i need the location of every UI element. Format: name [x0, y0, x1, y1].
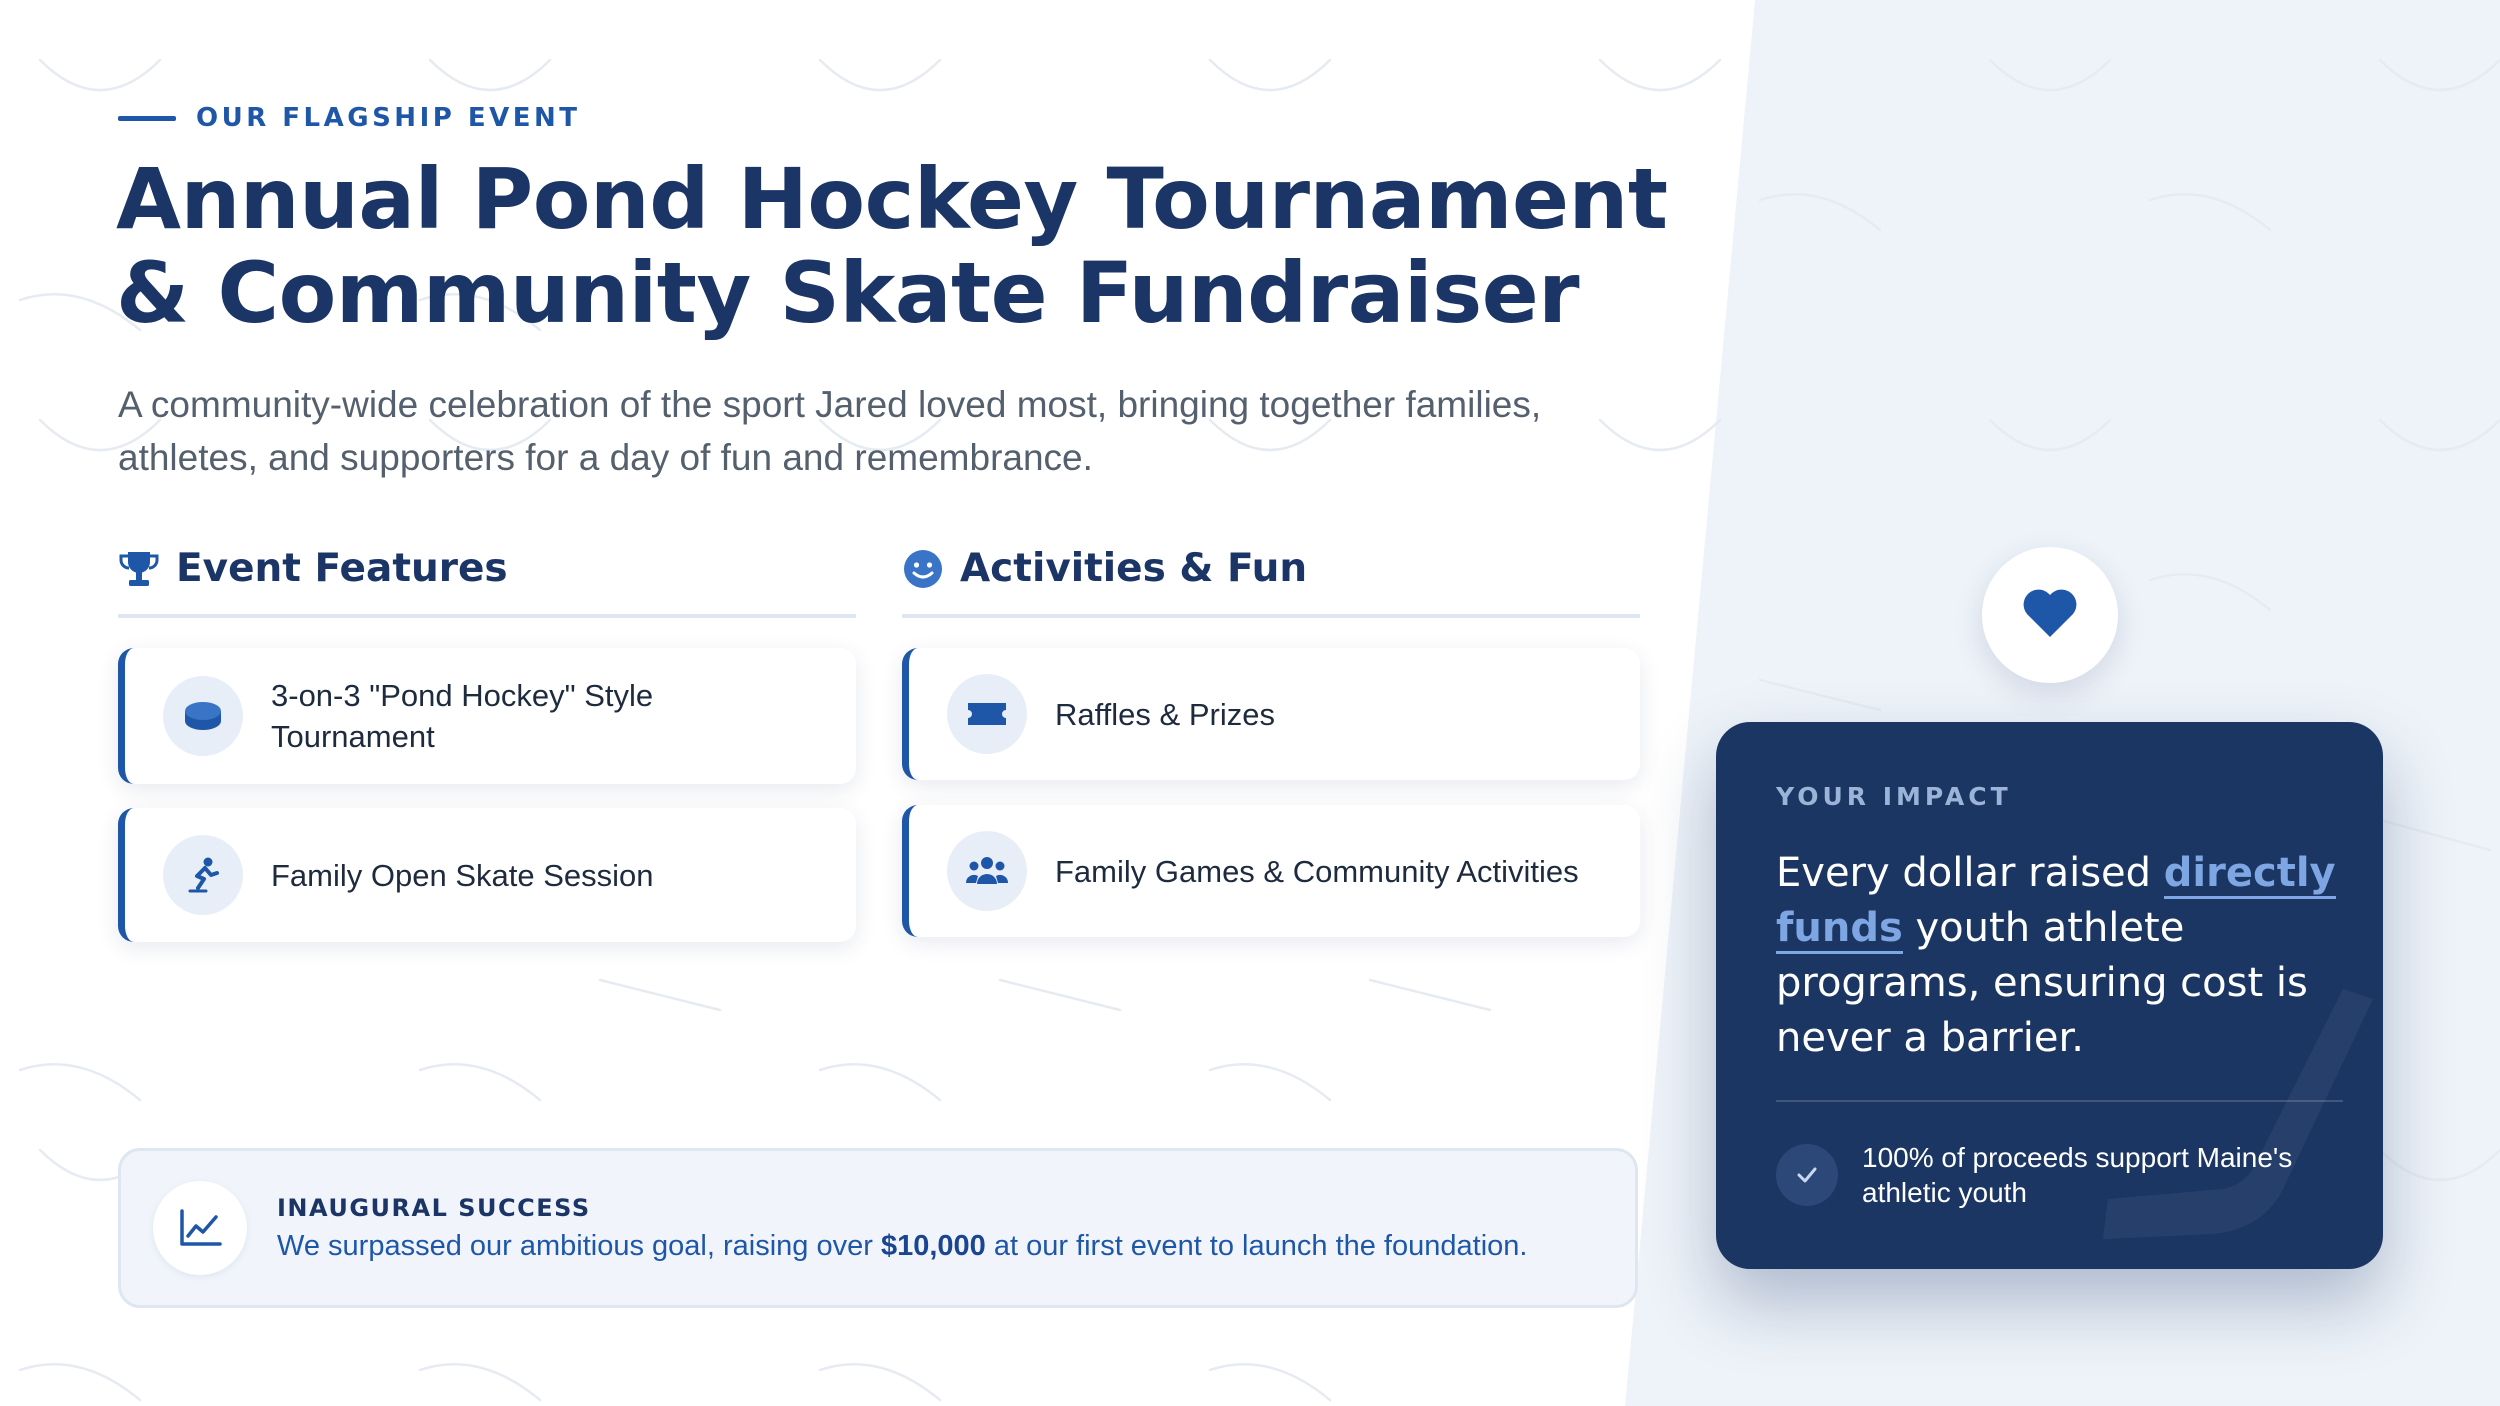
success-content	[277, 1194, 1527, 1263]
eyebrow-text: OUR FLAGSHIP EVENT	[196, 103, 581, 133]
feature-card-open-skate	[118, 808, 856, 942]
users-icon	[947, 831, 1027, 911]
hockey-puck-icon	[163, 676, 243, 756]
success-amount: $10,000	[880, 1229, 986, 1262]
activity-card-raffles	[902, 648, 1640, 780]
chart-line-icon	[153, 1181, 247, 1275]
event-features-title: Event Features	[176, 546, 508, 591]
success-text-before: We surpassed our ambitious goal, raising over	[277, 1229, 881, 1262]
impact-highlight: directly funds	[1776, 850, 2336, 954]
title-line-2: & Community Skate Fundraiser	[116, 244, 1580, 342]
activity-card-family-games	[902, 805, 1640, 937]
success-text	[277, 1230, 1527, 1263]
impact-card	[1716, 722, 2383, 1269]
heart-badge	[1982, 547, 2118, 683]
heart-icon	[2021, 587, 2079, 644]
page-title	[116, 152, 1716, 340]
impact-footnote	[1776, 1140, 2336, 1210]
impact-statement	[1776, 846, 2346, 1066]
ticket-icon	[947, 674, 1027, 754]
impact-divider	[1776, 1100, 2343, 1102]
eyebrow-line	[118, 116, 176, 121]
impact-footnote-text: 100% of proceeds support Maine's athletic youth	[1862, 1142, 2293, 1208]
impact-eyebrow: YOUR IMPACT	[1776, 782, 2012, 811]
smile-icon	[902, 548, 944, 590]
trophy-icon	[118, 548, 160, 590]
success-title: INAUGURAL SUCCESS	[277, 1193, 591, 1222]
success-text-after: at our first event to launch the foundation.	[985, 1229, 1528, 1262]
activities-title: Activities & Fun	[960, 546, 1308, 591]
feature-card-tournament	[118, 648, 856, 784]
activity-label: Raffles & Prizes	[1055, 696, 1275, 732]
event-features-heading	[118, 540, 856, 618]
page-subtitle: A community-wide celebration of the sport Jared loved most, bringing together families, athletes, and supporters for a day of fun and remembrance.	[118, 384, 1542, 478]
feature-label: 3-on-3 "Pond Hockey" Style Tournament	[271, 678, 654, 754]
impact-text-before: Every dollar raised	[1776, 850, 2164, 896]
title-line-1: Annual Pond Hockey Tournament	[116, 150, 1668, 248]
activities-heading	[902, 540, 1640, 618]
check-icon	[1776, 1144, 1838, 1206]
inaugural-success-box	[118, 1148, 1638, 1308]
section-eyebrow	[118, 103, 580, 133]
activity-label: Family Games & Community Activities	[1055, 853, 1579, 889]
feature-label: Family Open Skate Session	[271, 857, 654, 893]
skating-icon	[163, 835, 243, 915]
impact-text-after: youth athlete programs, ensuring cost is never a barrier.	[1776, 905, 2308, 1061]
